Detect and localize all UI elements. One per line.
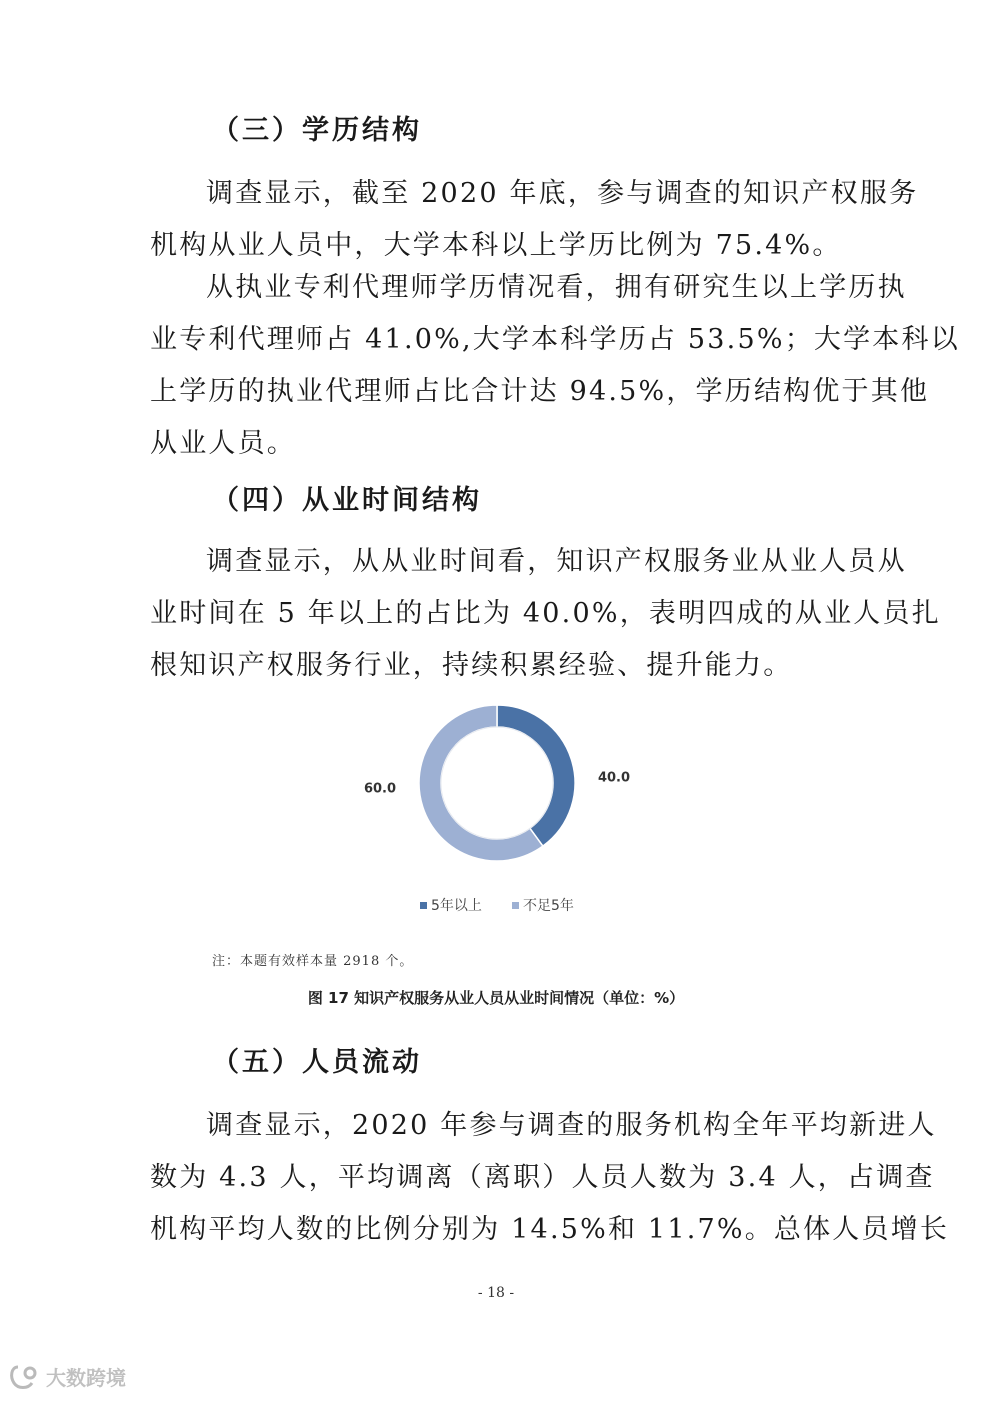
paragraph-tenure-1 <box>150 536 941 692</box>
section-heading-tenure: （四）从业时间结构 <box>212 485 482 516</box>
legend-label-1: 5年以上 <box>431 898 482 914</box>
text-line: 根知识产权服务行业，持续积累经验、提升能力。 <box>150 650 793 681</box>
text-line: 上学历的执业代理师占比合计达 94.5%，学历结构优于其他 <box>150 376 930 407</box>
donut-chart <box>340 695 660 925</box>
legend-swatch-1 <box>420 902 427 909</box>
legend-swatch-2 <box>512 902 519 909</box>
text-line: 从执业专利代理师学历情况看，拥有研究生以上学历执 <box>206 272 907 303</box>
text-line: 调查显示，截至 2020 年底，参与调查的知识产权服务 <box>206 178 919 209</box>
donut-slice-1 <box>497 705 575 846</box>
sample-size-note: 注：本题有效样本量 2918 个。 <box>212 954 414 969</box>
watermark-logo-icon <box>8 1363 40 1391</box>
legend-label-2: 不足5年 <box>523 898 574 914</box>
text-line: 从业人员。 <box>150 428 296 459</box>
section-heading-mobility: （五）人员流动 <box>212 1047 422 1078</box>
data-label-2: 60.0 <box>363 781 397 797</box>
watermark <box>8 1362 126 1391</box>
page-number: - 18 - <box>477 1285 515 1301</box>
text-line: 机构平均人数的比例分别为 14.5%和 11.7%。总体人员增长 <box>150 1214 950 1245</box>
watermark-text: 大数跨境 <box>46 1366 126 1390</box>
paragraph-education-1 <box>150 168 919 272</box>
data-label-1: 40.0 <box>597 770 631 786</box>
text-line: 数为 4.3 人，平均调离（离职）人员人数为 3.4 人，占调查 <box>150 1162 935 1193</box>
paragraph-mobility-1 <box>150 1100 950 1256</box>
text-line: 调查显示，2020 年参与调查的服务机构全年平均新进人 <box>206 1110 937 1141</box>
text-line: 业时间在 5 年以上的占比为 40.0%，表明四成的从业人员扎 <box>150 598 941 629</box>
text-line: 机构从业人员中，大学本科以上学历比例为 75.4%。 <box>150 230 842 261</box>
text-line: 业专利代理师占 41.0%,大学本科学历占 53.5%；大学本科以 <box>150 324 960 355</box>
section-heading-education: （三）学历结构 <box>212 115 422 146</box>
text-line: 调查显示，从从业时间看，知识产权服务业从业人员从 <box>206 546 907 577</box>
paragraph-education-2 <box>150 262 960 470</box>
figure-caption: 图 17 知识产权服务从业人员从业时间情况（单位：%） <box>307 989 685 1007</box>
